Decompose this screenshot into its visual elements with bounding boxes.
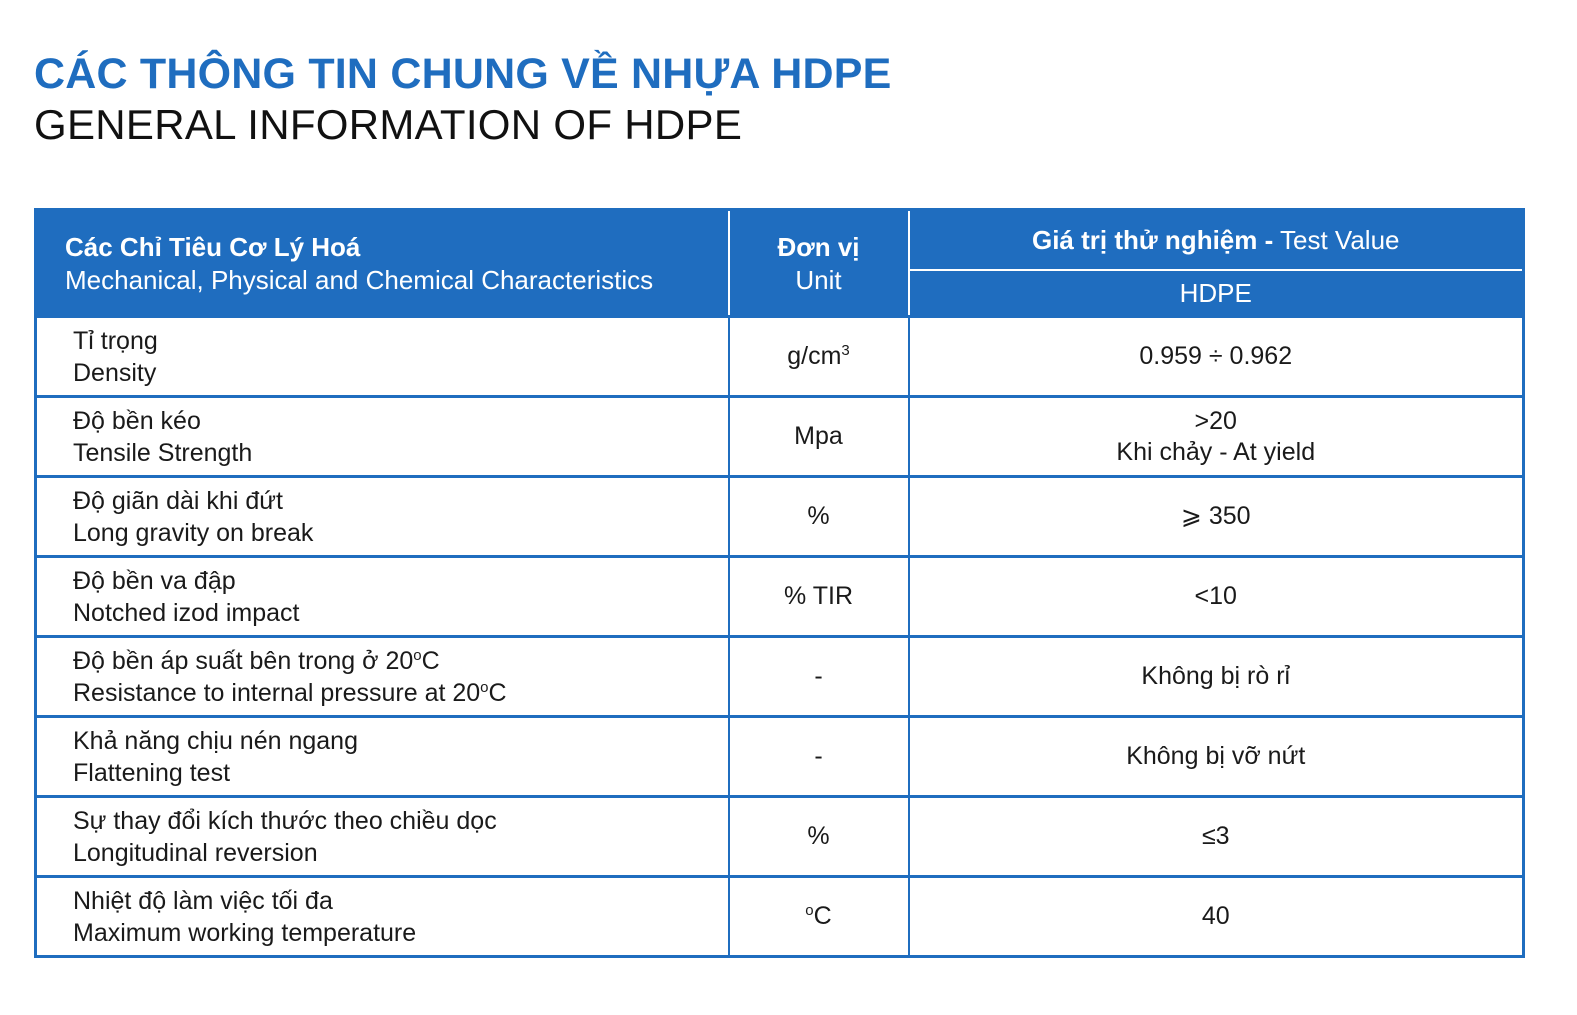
page-title-english: GENERAL INFORMATION OF HDPE (34, 101, 743, 148)
value-note: Khi chảy - At yield (1116, 437, 1316, 466)
characteristic-vi-text: Độ bền áp suất bên trong ở 20 (73, 646, 414, 675)
characteristic-vi: Độ bền kéo (73, 406, 201, 435)
table-row (36, 317, 1524, 397)
unit-cell: Mpa (729, 397, 909, 477)
table-row (36, 797, 1524, 877)
characteristic-en: Longitudinal reversion (73, 838, 318, 867)
characteristic-en: Maximum working temperature (73, 918, 417, 947)
characteristic-vi: Nhiệt độ làm việc tối đa (73, 886, 333, 915)
value-cell (909, 397, 1524, 477)
header-characteristics-en: Mechanical, Physical and Chemical Characteristics (65, 265, 654, 295)
characteristic-vi: Tỉ trọng (73, 326, 158, 355)
characteristic-en (73, 677, 728, 709)
characteristic-vi: Độ giãn dài khi đứt (73, 486, 283, 515)
value-cell: ≤3 (909, 797, 1524, 877)
characteristic-cell (36, 637, 729, 717)
table-row (36, 717, 1524, 797)
header-material: HDPE (909, 270, 1524, 317)
characteristic-en-unit: C (488, 678, 507, 707)
characteristic-vi: Khả năng chịu nén ngang (73, 726, 358, 755)
characteristic-vi-unit: C (421, 646, 440, 675)
unit-superscript: 3 (841, 342, 850, 359)
characteristic-en-text: Resistance to internal pressure at 20 (73, 678, 481, 707)
value-cell: 40 (909, 877, 1524, 957)
header-unit-vi: Đơn vị (777, 232, 860, 262)
title-block (34, 48, 892, 150)
page-title-vietnamese: CÁC THÔNG TIN CHUNG VỀ NHỰA HDPE (34, 50, 892, 98)
degree-superscript: o (805, 902, 814, 919)
table-row (36, 477, 1524, 557)
unit-cell: % (729, 797, 909, 877)
degree-superscript: o (413, 646, 422, 664)
characteristic-cell (36, 317, 729, 397)
value-cell: Không bị rò rỉ (909, 637, 1524, 717)
characteristic-vi (73, 645, 728, 677)
table-row (36, 397, 1524, 477)
characteristic-cell (36, 877, 729, 957)
hdpe-spec-table (34, 208, 1525, 958)
table-row (36, 557, 1524, 637)
characteristic-cell (36, 397, 729, 477)
unit-cell: - (729, 637, 909, 717)
header-characteristics-vi: Các Chỉ Tiêu Cơ Lý Hoá (65, 232, 361, 262)
characteristic-en: Density (73, 358, 157, 387)
characteristic-en: Tensile Strength (73, 438, 253, 467)
characteristic-vi: Độ bền va đập (73, 566, 236, 595)
header-test-value-vi: Giá trị thử nghiệm - (1031, 224, 1274, 255)
header-test-value (909, 210, 1524, 271)
value-cell: ⩾ 350 (909, 477, 1524, 557)
characteristic-cell (36, 477, 729, 557)
table-row (36, 877, 1524, 957)
value-text: >20 (1194, 406, 1237, 435)
characteristic-cell (36, 557, 729, 637)
characteristic-cell (36, 797, 729, 877)
value-cell: Không bị vỡ nứt (909, 717, 1524, 797)
characteristic-en: Flattening test (73, 758, 231, 787)
header-unit-en: Unit (795, 265, 842, 295)
characteristic-en: Long gravity on break (73, 518, 314, 547)
unit-cell (729, 877, 909, 957)
header-characteristics (36, 210, 729, 317)
degree-superscript: o (480, 678, 489, 696)
unit-cell (729, 317, 909, 397)
unit-cell: % TIR (729, 557, 909, 637)
characteristic-en: Notched izod impact (73, 598, 300, 627)
value-cell: 0.959 ÷ 0.962 (909, 317, 1524, 397)
header-unit (729, 210, 909, 317)
unit-cell: % (729, 477, 909, 557)
header-test-value-en: Test Value (1273, 224, 1400, 255)
table-row (36, 637, 1524, 717)
unit-text: C (813, 902, 832, 930)
characteristic-vi: Sự thay đổi kích thước theo chiều dọc (73, 806, 497, 835)
unit-text: g/cm (787, 342, 842, 370)
characteristic-cell (36, 717, 729, 797)
value-cell: <10 (909, 557, 1524, 637)
unit-cell: - (729, 717, 909, 797)
